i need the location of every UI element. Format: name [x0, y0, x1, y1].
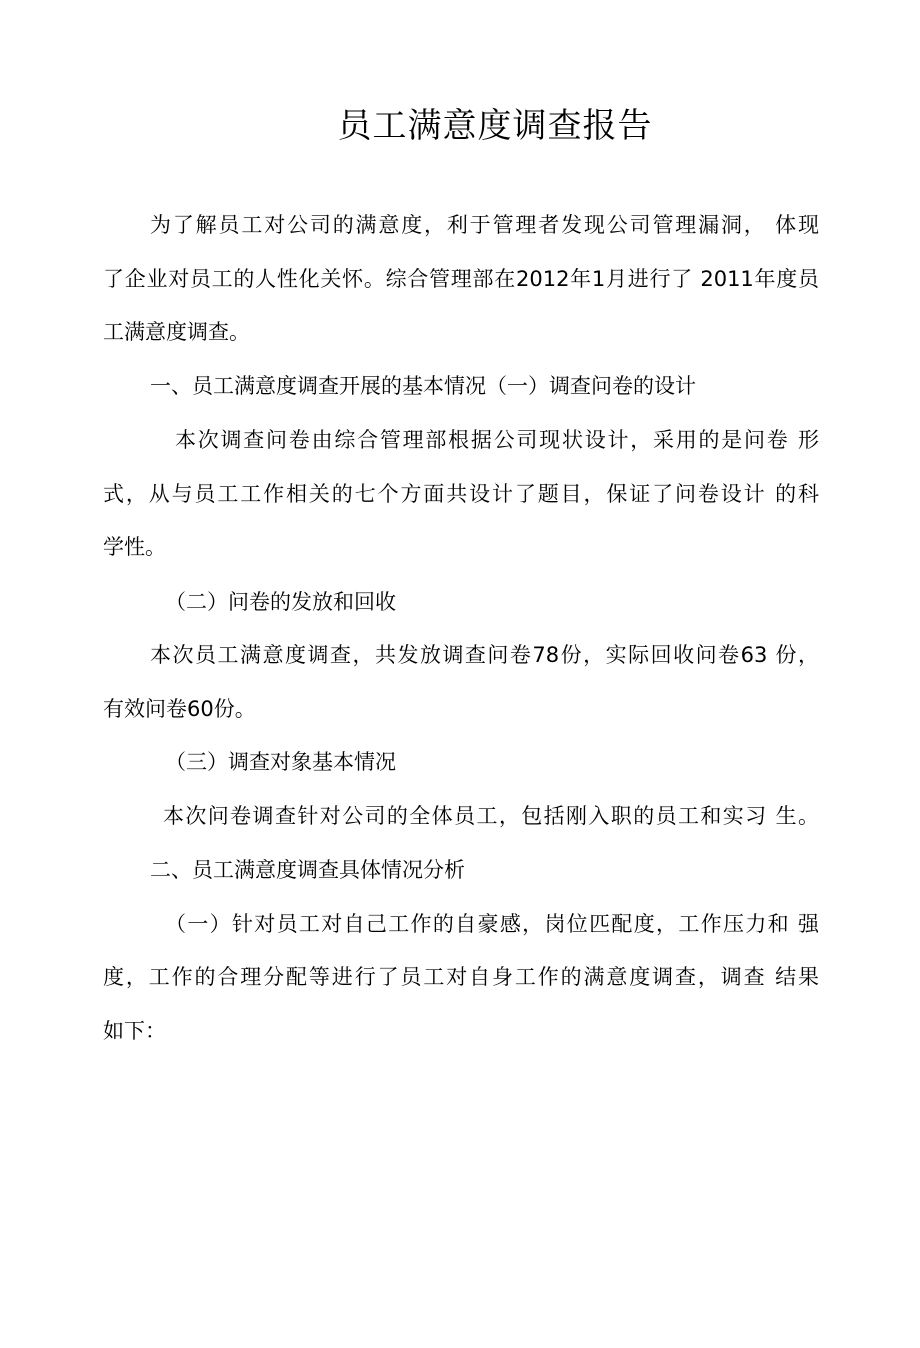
paragraph-line: 工满意度调查。: [103, 320, 250, 344]
paragraph-line: （一）针对员工对自己工作的自豪感，岗位匹配度，工作压力和 强: [165, 912, 819, 936]
paragraph-line: 本次员工满意度调查，共发放调查问卷78份，实际回收问卷63 份，: [150, 643, 819, 667]
paragraph-line: 了企业对员工的人性化关怀。综合管理部在2012年1月进行了 2011年度员: [103, 267, 819, 291]
document-title: 员工满意度调查报告: [337, 106, 653, 146]
paragraph-line: 如下：: [103, 1019, 166, 1043]
paragraph-line: 度，工作的合理分配等进行了员工对自身工作的满意度调查，调查 结果: [103, 965, 819, 989]
paragraph-line: 式，从与员工工作相关的七个方面共设计了题目，保证了问卷设计 的科: [103, 482, 819, 506]
section-heading: 一、员工满意度调查开展的基本情况（一）调查问卷的设计: [150, 374, 696, 398]
subsection-heading: （二）问卷的发放和回收: [165, 590, 396, 614]
paragraph-line: 本次调查问卷由综合管理部根据公司现状设计，采用的是问卷 形: [175, 428, 819, 452]
section-heading: 二、员工满意度调查具体情况分析: [150, 858, 465, 882]
paragraph-line: 本次问卷调查针对公司的全体员工，包括刚入职的员工和实习 生。: [163, 804, 819, 828]
paragraph-line: 为了解员工对公司的满意度，利于管理者发现公司管理漏洞， 体现: [150, 213, 819, 237]
subsection-heading: （三）调查对象基本情况: [165, 750, 396, 774]
paragraph-line: 学性。: [103, 535, 166, 559]
paragraph-line: 有效问卷60份。: [103, 697, 256, 721]
